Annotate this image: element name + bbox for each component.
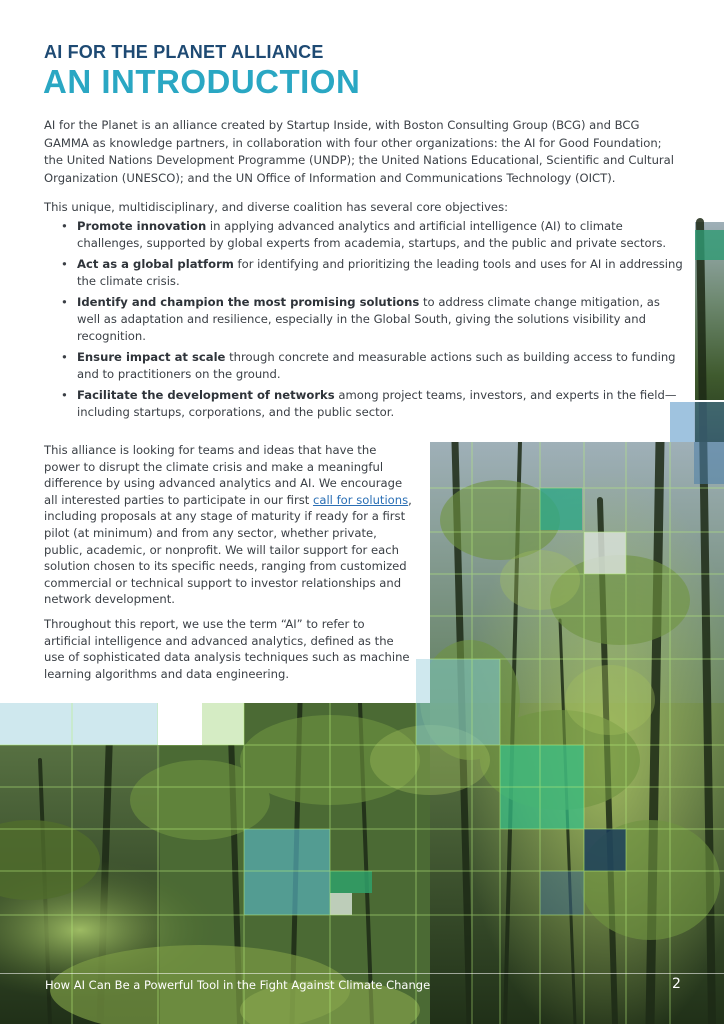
bullet-icon: • [61,350,68,364]
list-item [44,294,684,345]
objective-title: Ensure impact at scale [77,350,226,364]
objectives-list [44,218,684,425]
section-kicker: AI FOR THE PLANET ALLIANCE [44,42,324,62]
bullet-icon: • [61,257,68,271]
objective-text: among project teams, investors, and experts in the field—including startups, corporations, and the public sector. [77,388,677,419]
bullet-icon: • [61,219,68,233]
bullet-icon: • [61,388,68,402]
list-item [44,349,684,383]
footer-title: How AI Can Be a Powerful Tool in the Fight Against Climate Change [45,978,431,992]
intro-paragraph: AI for the Planet is an alliance created by Startup Inside, with Boston Consulting Group (BCG) and BCG GAMMA as knowledge partners, in collaboration with four other organizations: the AI for Good Foundation; the United Nations Development Programme (UNDP); the United Nations Educational, Scientific and Cultural Organization (UNESCO); and the UN Office of Information and Communications Technology (OICT). [44,118,675,185]
call-paragraph [44,442,414,608]
call-text-before: This alliance is looking for teams and ideas that have the power to disrupt the climate crisis and make a meaningful difference by using advanced analytics and AI. We encourage all interested parties to participate in our first [44,443,403,507]
page-title: AN INTRODUCTION [43,63,361,100]
objective-title: Facilitate the development of networks [77,388,335,402]
objective-text: through concrete and measurable actions such as building access to funding and to practitioners on the ground. [77,350,676,381]
objectives-lead: This unique, multidisciplinary, and diverse coalition has several core objectives: [44,200,509,214]
page-number: 2 [672,976,681,992]
call-text-after: , including proposals at any stage of maturity if ready for a first pilot (at minimum) and from any sector, whether private, public, academic, or nonprofit. We will tailor support for each solution chosen to its specific needs, ranging from customized commercial or technical support to investor relationships and network development. [44,492,412,607]
objective-title: Act as a global platform [77,257,234,271]
objective-text: in applying advanced analytics and artificial intelligence (AI) to climate challenges, supported by global experts from academia, startups, and the public and private sectors. [77,219,667,250]
objective-title: Identify and champion the most promising solutions [77,295,420,309]
definition-paragraph: Throughout this report, we use the term “AI” to refer to artificial intelligence and advanced analytics, defined as the use of sophisticated data analysis techniques such as machine learning algorithms and data engineering. [44,617,410,681]
list-item [44,256,684,290]
call-for-solutions-link[interactable]: call for solutions [312,492,409,507]
bullet-icon: • [61,295,68,309]
footer-divider [0,973,724,974]
list-item [44,387,684,421]
objective-text: to address climate change mitigation, as well as adaptation and resilience, especially in the Global South, giving the solutions visibility and recognition. [77,295,660,343]
objective-text: for identifying and prioritizing the leading tools and uses for AI in addressing the climate crisis. [77,257,683,288]
objective-title: Promote innovation [77,219,207,233]
list-item [44,218,684,252]
